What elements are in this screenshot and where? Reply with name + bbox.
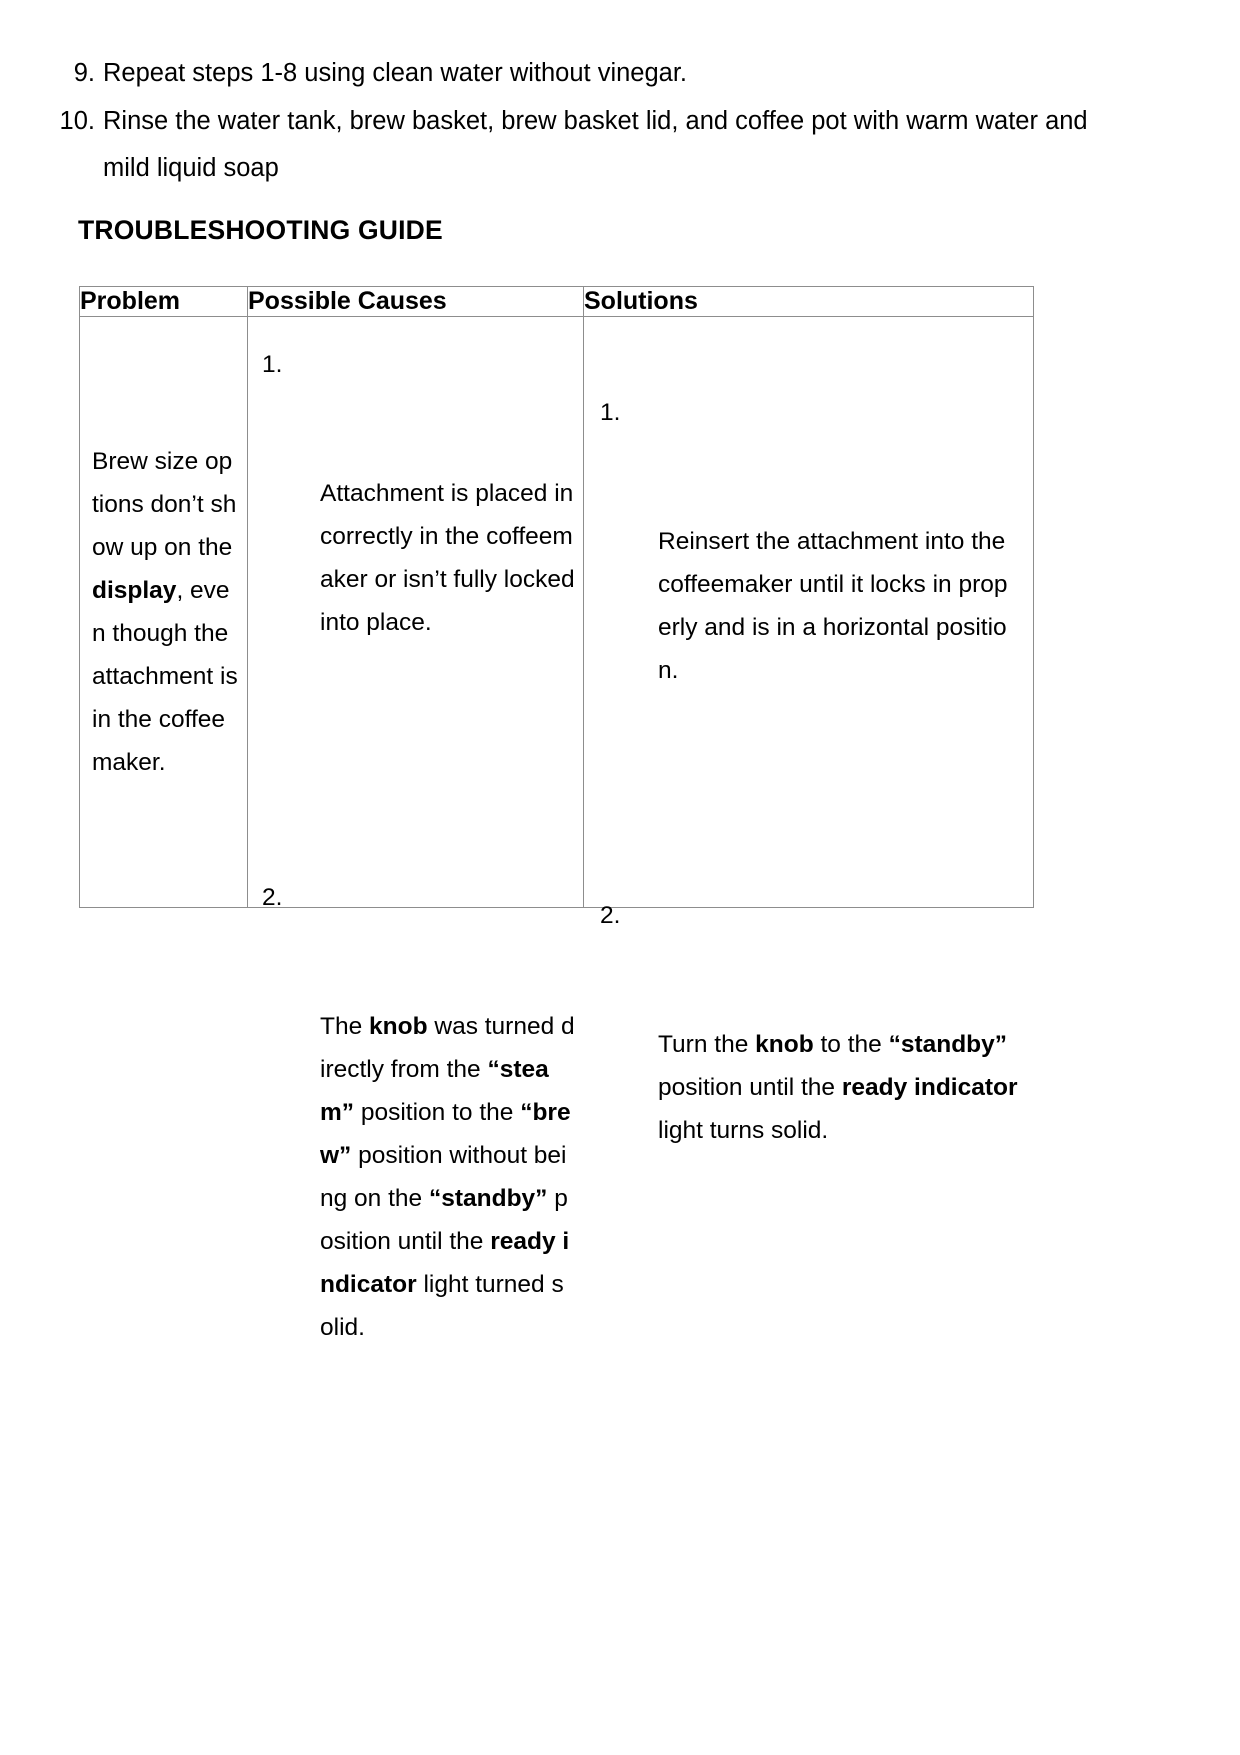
spacer bbox=[598, 343, 1021, 391]
spacer bbox=[260, 730, 575, 876]
list-item-text: Rinse the water tank, brew basket, brew basket lid, and coffee pot with warm water and mild liquid soap bbox=[103, 107, 1088, 182]
cell-problem bbox=[80, 317, 248, 908]
section-heading: TROUBLESHOOTING GUIDE bbox=[78, 215, 443, 245]
solution-item bbox=[598, 894, 1025, 1238]
cause-item bbox=[260, 343, 582, 730]
list-item bbox=[55, 50, 1135, 97]
solution-item-text: Reinsert the attachment into the coffeemaker until it locks in properly and is in a horizontal position. bbox=[658, 528, 1013, 684]
cell-solutions bbox=[584, 317, 1034, 1144]
list-item-number: 9. bbox=[73, 59, 95, 87]
troubleshooting-table bbox=[79, 286, 1034, 1341]
solution-item bbox=[598, 391, 1021, 778]
table-header-row bbox=[80, 287, 1034, 317]
cause-item-text: The knob was turned directly from the “steam” position to the “brew” position without being on the “standby” position until the ready indicator light turned solid. bbox=[320, 1013, 575, 1341]
list-item-number: 10. bbox=[59, 107, 95, 135]
list-item-text: Repeat steps 1-8 using clean water without vinegar. bbox=[103, 59, 688, 87]
spacer bbox=[598, 778, 1021, 894]
column-header-possible-causes: Possible Causes bbox=[248, 287, 584, 317]
solution-item-number: 1. bbox=[600, 399, 621, 426]
cause-item-number: 1. bbox=[262, 351, 283, 378]
cause-item-number: 2. bbox=[262, 884, 283, 911]
column-header-solutions: Solutions bbox=[584, 287, 1034, 317]
table-row bbox=[80, 317, 1034, 908]
list-item bbox=[55, 98, 1135, 192]
solution-item-number: 2. bbox=[600, 902, 621, 929]
problem-text: Brew size options don’t show up on the display, even though the attachment is in the coffeemaker. bbox=[92, 448, 245, 776]
cell-possible-causes bbox=[248, 317, 584, 1341]
cause-item-text: Attachment is placed incorrectly in the coffeemaker or isn’t fully locked into place. bbox=[320, 480, 582, 636]
instruction-steps-list bbox=[55, 50, 1135, 192]
column-header-problem: Problem bbox=[80, 287, 248, 317]
cause-item bbox=[260, 876, 575, 1435]
solution-item-text: Turn the knob to the “standby” position until the ready indicator light turns solid. bbox=[658, 1031, 1025, 1144]
troubleshooting-table-wrapper bbox=[79, 286, 1033, 1341]
